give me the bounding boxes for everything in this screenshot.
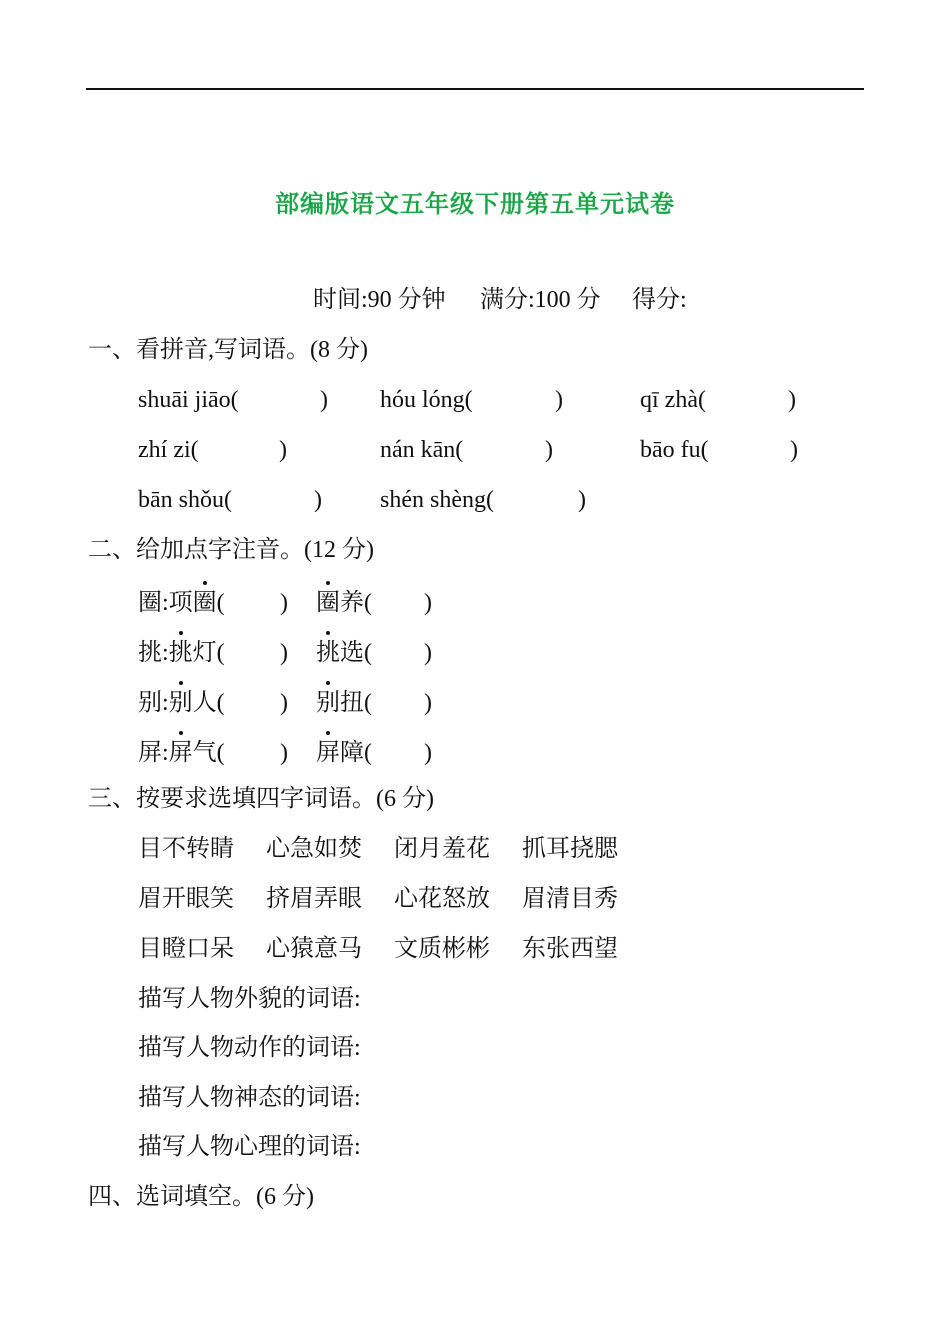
dotted-char: 挑 bbox=[168, 640, 193, 666]
section-3-heading: 三、按要求选填四字词语。(6 分) bbox=[88, 786, 434, 812]
idiom-word: 心急如焚 bbox=[266, 836, 362, 862]
paren-close: ) bbox=[424, 640, 432, 666]
section-2-heading: 二、给加点字注音。(12 分) bbox=[88, 537, 374, 563]
pinyin-item: bān shǒu( bbox=[138, 487, 232, 513]
paren-close: ) bbox=[320, 387, 328, 413]
word-char: 人 bbox=[192, 690, 217, 716]
word-char: 障 bbox=[340, 740, 364, 766]
pinyin-item: qī zhà( bbox=[640, 387, 706, 413]
word-char: 养 bbox=[340, 590, 364, 616]
idiom-word: 文质彬彬 bbox=[394, 936, 490, 962]
prompt-expression: 描写人物神态的词语: bbox=[138, 1085, 361, 1111]
idiom-word: 抓耳挠腮 bbox=[522, 836, 618, 862]
paren-close: ) bbox=[279, 437, 287, 463]
dotted-char: 圈 bbox=[316, 590, 340, 616]
phonetic-row: 屏:屏气( bbox=[138, 740, 225, 766]
pinyin-item: shuāi jiāo( bbox=[138, 387, 239, 413]
idiom-word: 目瞪口呆 bbox=[138, 936, 234, 962]
full-score-info: 满分:100 分 bbox=[480, 287, 601, 313]
paren-close: ) bbox=[280, 640, 288, 666]
idiom-word: 东张西望 bbox=[522, 936, 618, 962]
paren-close: ) bbox=[424, 690, 432, 716]
pinyin-item: shén shèng( bbox=[380, 487, 494, 513]
top-rule bbox=[86, 88, 864, 90]
row-label: 别: bbox=[138, 690, 169, 716]
paren-close: ) bbox=[545, 437, 553, 463]
idiom-word: 目不转睛 bbox=[138, 836, 234, 862]
word-char: 选 bbox=[340, 640, 364, 666]
section-4-heading: 四、选词填空。(6 分) bbox=[88, 1184, 314, 1210]
paren-close: ) bbox=[424, 590, 432, 616]
phonetic-row: 圈:项圈( bbox=[138, 590, 225, 616]
paren-close: ) bbox=[280, 690, 288, 716]
paren-close: ) bbox=[578, 487, 586, 513]
paren-close: ) bbox=[790, 437, 798, 463]
phonetic-row: 别:别人( bbox=[138, 690, 225, 716]
paren-close: ) bbox=[280, 740, 288, 766]
idiom-word: 闭月羞花 bbox=[394, 836, 490, 862]
idiom-word: 眉开眼笑 bbox=[138, 886, 234, 912]
row-label: 挑: bbox=[138, 640, 169, 666]
paren-close: ) bbox=[280, 590, 288, 616]
pinyin-item: nán kān( bbox=[380, 437, 464, 463]
section-1-heading: 一、看拼音,写词语。(8 分) bbox=[88, 337, 368, 363]
paren-close: ) bbox=[555, 387, 563, 413]
word-char: 气 bbox=[192, 740, 217, 766]
word-char: 扭 bbox=[340, 690, 364, 716]
dotted-char: 屏 bbox=[316, 740, 340, 766]
phonetic-word: 别扭( bbox=[316, 690, 372, 716]
prompt-appearance: 描写人物外貌的词语: bbox=[138, 986, 361, 1012]
dotted-char: 挑 bbox=[316, 640, 340, 666]
phonetic-row: 挑:挑灯( bbox=[138, 640, 225, 666]
idiom-word: 眉清目秀 bbox=[522, 886, 618, 912]
word-char: 灯 bbox=[192, 640, 217, 666]
prompt-action: 描写人物动作的词语: bbox=[138, 1035, 361, 1061]
pinyin-item: zhí zi( bbox=[138, 437, 199, 463]
dotted-char: 别 bbox=[316, 690, 340, 716]
idiom-word: 心猿意马 bbox=[266, 936, 362, 962]
pinyin-item: hóu lóng( bbox=[380, 387, 473, 413]
dotted-char: 屏 bbox=[168, 740, 193, 766]
dotted-char: 别 bbox=[168, 690, 193, 716]
row-label: 圈: bbox=[138, 590, 169, 616]
page-title: 部编版语文五年级下册第五单元试卷 bbox=[275, 189, 675, 218]
idiom-word: 挤眉弄眼 bbox=[266, 886, 362, 912]
time-info: 时间:90 分钟 bbox=[313, 287, 446, 313]
dotted-char: 圈 bbox=[192, 590, 217, 616]
score-info: 得分: bbox=[632, 287, 687, 313]
word-char: 项 bbox=[168, 590, 193, 616]
phonetic-word: 圈养( bbox=[316, 590, 372, 616]
row-label: 屏: bbox=[138, 740, 169, 766]
paren-close: ) bbox=[314, 487, 322, 513]
pinyin-item: bāo fu( bbox=[640, 437, 709, 463]
prompt-psychology: 描写人物心理的词语: bbox=[138, 1134, 361, 1160]
phonetic-word: 挑选( bbox=[316, 640, 372, 666]
paren-close: ) bbox=[788, 387, 796, 413]
paren-close: ) bbox=[424, 740, 432, 766]
phonetic-word: 屏障( bbox=[316, 740, 372, 766]
idiom-word: 心花怒放 bbox=[394, 886, 490, 912]
